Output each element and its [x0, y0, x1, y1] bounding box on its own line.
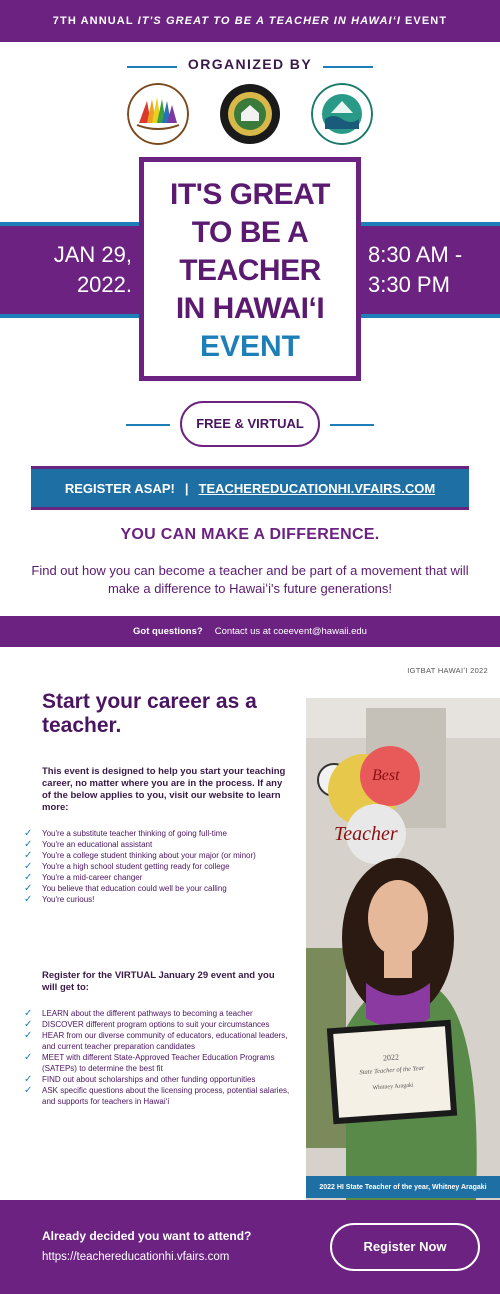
- register-bar: [31, 466, 469, 510]
- register-now-button[interactable]: Register Now: [330, 1223, 480, 1271]
- applies-list: [24, 828, 294, 905]
- checkmark-icon: ✓: [24, 839, 33, 850]
- footer: [0, 1200, 500, 1294]
- badge-divider-right: [330, 424, 374, 426]
- time-line-1: 8:30 AM -: [368, 242, 463, 267]
- list-item: ✓ ASK specific questions about the licensing process, potential salaries, and supports for teachers in Hawaiʻi: [24, 1085, 290, 1106]
- certificate-name: Whitney Aragaki: [372, 1082, 414, 1092]
- checkmark-icon: ✓: [24, 850, 33, 861]
- date-line-2: 2022.: [76, 272, 132, 297]
- banner-suffix: EVENT: [405, 15, 448, 27]
- badge-divider-left: [126, 424, 170, 426]
- banner-event-name: IT'S GREAT TO BE A TEACHER IN HAWAIʻI: [137, 15, 401, 27]
- tagline-heading: YOU CAN MAKE A DIFFERENCE.: [120, 526, 380, 543]
- list-item: ✓ You're a substitute teacher thinking of going full-time: [24, 828, 227, 839]
- list-item: ✓ FIND out about scholarships and other funding opportunities: [24, 1074, 256, 1085]
- checkmark-icon: ✓: [24, 1052, 33, 1063]
- tagline-body: Find out how you can become a teacher and be part of a movement that will make a difference to Hawaiʻi's future generations!: [31, 563, 469, 596]
- checkmark-icon: ✓: [24, 1019, 33, 1030]
- questions-bar: [0, 616, 500, 647]
- questions-contact[interactable]: Contact us at coeevent@hawaii.edu: [214, 626, 367, 637]
- hawaii-p20-logo: [127, 83, 189, 145]
- benefits-list: [24, 1008, 294, 1107]
- footer-question: Already decided you want to attend?: [42, 1229, 252, 1243]
- list-item: ✓ MEET with different State-Approved Teacher Education Programs (SATEPs) to determine the best fit: [24, 1052, 275, 1073]
- balloon-text-teacher: Teacher: [334, 823, 398, 845]
- top-banner: [0, 0, 500, 42]
- checkmark-icon: ✓: [24, 1074, 33, 1085]
- organizers-heading: ORGANIZED BY: [187, 56, 313, 72]
- footer-url[interactable]: https://teachereducationhi.vfairs.com: [42, 1251, 230, 1263]
- event-time: [368, 240, 478, 300]
- title-line-4: IN HAWAIʻI: [175, 292, 325, 325]
- organizer-logos: [0, 83, 500, 145]
- list-item: ✓ You're curious!: [24, 894, 95, 905]
- free-virtual-badge: FREE & VIRTUAL: [180, 401, 320, 447]
- checkmark-icon: ✓: [24, 1085, 33, 1096]
- certificate-title: State Teacher of the Year: [359, 1064, 425, 1077]
- list-item: ✓ LEARN about the different pathways to becoming a teacher: [24, 1008, 253, 1019]
- event-title-box: [139, 157, 361, 381]
- checkmark-icon: ✓: [24, 883, 33, 894]
- checkmark-icon: ✓: [24, 1030, 33, 1041]
- banner-prefix: 7TH ANNUAL: [52, 15, 134, 27]
- certificate-year: 2022: [382, 1052, 400, 1063]
- checkmark-icon: ✓: [24, 861, 33, 872]
- list-item: ✓ You're a high school student getting ready for college: [24, 861, 230, 872]
- balloon-text-best: Best: [372, 767, 400, 784]
- register-label: REGISTER ASAP!: [64, 480, 175, 496]
- title-line-2: TO BE A: [191, 216, 309, 249]
- title-line-5: EVENT: [199, 330, 301, 363]
- list-item: ✓ You believe that education could well be your calling: [24, 883, 227, 894]
- college-of-education-logo: [311, 83, 373, 145]
- checkmark-icon: ✓: [24, 894, 33, 905]
- career-intro: This event is designed to help you start your teaching career, no matter where you are in the process. If any of the below applies to you, visit our website to learn more:: [42, 766, 286, 813]
- date-line-1: JAN 29,: [53, 242, 132, 267]
- photo-caption: 2022 HI State Teacher of the year, Whitney Aragaki: [306, 1176, 500, 1198]
- department-of-education-seal: [219, 83, 281, 145]
- list-item: ✓ HEAR from our diverse community of educators, educational leaders, and current teacher preparation candidates: [24, 1030, 288, 1051]
- event-date: [22, 240, 132, 300]
- checkmark-icon: ✓: [24, 1008, 33, 1019]
- questions-label: Got questions?: [133, 626, 203, 637]
- corner-tag: IGTBAT HAWAIʻI 2022: [407, 666, 488, 675]
- checkmark-icon: ✓: [24, 872, 33, 883]
- list-item: ✓ You're a mid-career changer: [24, 872, 143, 883]
- register-separator: |: [184, 480, 189, 496]
- list-item: ✓ You're an educational assistant: [24, 839, 153, 850]
- list-item: ✓ DISCOVER different program options to suit your circumstances: [24, 1019, 270, 1030]
- list-item: ✓ You're a college student thinking about your major (or minor): [24, 850, 256, 861]
- time-line-2: 3:30 PM: [368, 272, 450, 297]
- register-link[interactable]: TEACHEREDUCATIONHI.VFAIRS.COM: [198, 480, 436, 496]
- organizers-heading-wrap: [0, 56, 500, 72]
- teacher-photo: [306, 698, 500, 1200]
- checkmark-icon: ✓: [24, 828, 33, 839]
- register-benefits-heading: Register for the VIRTUAL January 29 event and you will get to:: [42, 970, 275, 993]
- title-line-1: IT'S GREAT: [170, 178, 330, 211]
- title-line-3: TEACHER: [179, 254, 321, 287]
- career-heading: Start your career as a teacher.: [42, 690, 257, 737]
